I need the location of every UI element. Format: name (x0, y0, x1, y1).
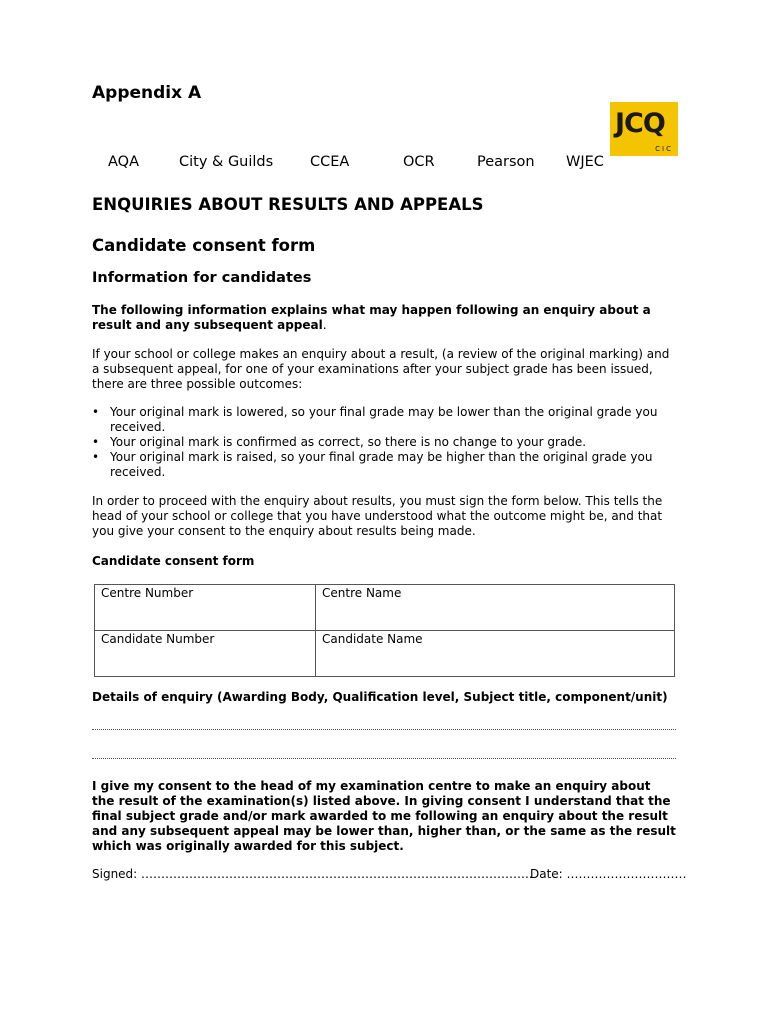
centre-number-label: Centre Number (101, 586, 194, 600)
centre-name-label: Centre Name (322, 586, 402, 600)
awarding-body: City & Guilds (179, 154, 274, 170)
list-item (92, 450, 676, 480)
signature-field[interactable]: Signed: …………………………………………………………………………………….. (92, 867, 533, 881)
outcome-text: Your original mark is lowered, so your final grade may be lower than the original grade you received. (110, 405, 658, 434)
logo-main-text: JCQ (615, 108, 665, 139)
jcq-logo (610, 102, 678, 156)
list-item (92, 405, 676, 435)
table-row (95, 585, 675, 631)
outcomes-intro: If your school or college makes an enquiry about a result, (a review of the original marking) and a subsequent appeal, for one of your examinations after your subject grade has been issued, there are three possible outcomes: (92, 347, 670, 391)
consent-form-heading: Candidate consent form (92, 554, 255, 568)
awarding-bodies-list (0, 154, 770, 174)
date-field[interactable]: Date: ………………………… (530, 867, 687, 881)
list-item (92, 435, 676, 450)
awarding-body: WJEC (566, 154, 604, 170)
candidate-details-table (94, 584, 675, 677)
bullet: • (92, 450, 100, 464)
form-title: Candidate consent form (92, 236, 316, 255)
appendix-title: Appendix A (92, 83, 202, 103)
intro-text: The following information explains what may happen following an enquiry about a result and any subsequent appeal (92, 303, 651, 332)
bullet: • (92, 435, 100, 449)
bullet: • (92, 405, 100, 419)
details-line-2[interactable] (92, 758, 676, 759)
details-line-1[interactable] (92, 729, 676, 730)
outcome-text: Your original mark is confirmed as correct, so there is no change to your grade. (110, 435, 587, 449)
centre-number-field[interactable] (95, 585, 316, 631)
intro-end: . (322, 318, 327, 332)
logo-sub-text: CIC (655, 145, 673, 153)
intro-paragraph (92, 303, 676, 333)
proceed-paragraph: In order to proceed with the enquiry about results, you must sign the form below. This tells the head of your school or college that you have understood what the outcome might be, and that you give your consent to the enquiry about results being made. (92, 494, 663, 538)
awarding-body: OCR (403, 154, 435, 170)
candidate-name-field[interactable] (316, 631, 675, 677)
outcome-text: Your original mark is raised, so your final grade may be higher than the original grade you received. (110, 450, 653, 479)
candidate-number-label: Candidate Number (101, 632, 215, 646)
candidate-name-label: Candidate Name (322, 632, 423, 646)
awarding-body: Pearson (477, 154, 535, 170)
candidate-number-field[interactable] (95, 631, 316, 677)
main-heading: ENQUIRIES ABOUT RESULTS AND APPEALS (92, 195, 484, 214)
info-heading: Information for candidates (92, 270, 312, 286)
awarding-body: CCEA (310, 154, 350, 170)
centre-name-field[interactable] (316, 585, 675, 631)
table-row (95, 631, 675, 677)
details-heading: Details of enquiry (Awarding Body, Qualification level, Subject title, component/unit) (92, 690, 668, 704)
awarding-body: AQA (108, 154, 139, 170)
outcomes-list (92, 405, 676, 480)
consent-statement: I give my consent to the head of my examination centre to make an enquiry about the result of the examination(s) listed above. In giving consent I understand that the final subject grade and/or mark awarded to me following an enquiry about the result and any subsequent appeal may be lower than, higher than, or the same as the result which was originally awarded for this subject. (92, 779, 676, 853)
